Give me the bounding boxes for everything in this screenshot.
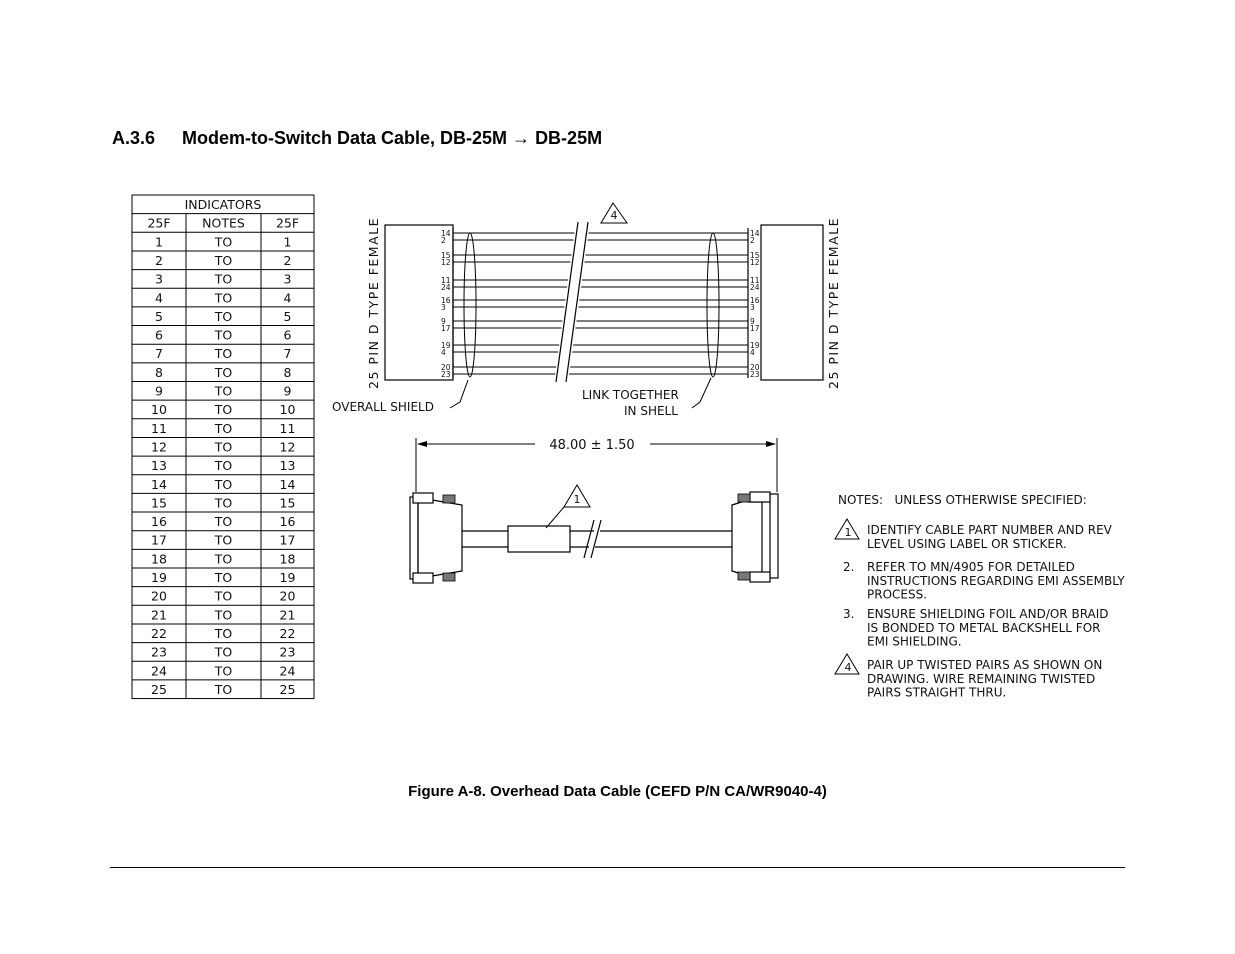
right-pin-number: 12 xyxy=(750,258,760,267)
table-cell: 16 xyxy=(279,514,296,530)
table-cell: 11 xyxy=(151,420,167,436)
table-cell: 25 xyxy=(279,681,296,697)
left-connector-label: 25 PIN D TYPE FEMALE xyxy=(366,217,381,389)
table-cell: TO xyxy=(214,607,233,623)
left-pin-number: 24 xyxy=(441,283,451,292)
table-cell: TO xyxy=(214,551,233,567)
table-cell: 24 xyxy=(151,663,167,679)
right-pin-number: 11 xyxy=(750,276,760,285)
table-cell: TO xyxy=(214,420,233,436)
table-cell: 23 xyxy=(279,644,296,660)
table-title: INDICATORS xyxy=(184,197,262,212)
right-pin-number: 17 xyxy=(750,324,760,333)
dimension-value: 48.00 ± 1.50 xyxy=(549,438,635,453)
table-cell: 19 xyxy=(279,570,296,585)
right-pin-number: 16 xyxy=(750,296,760,305)
table-cell: TO xyxy=(214,681,233,697)
table-cell: 13 xyxy=(151,458,167,474)
table-cell: TO xyxy=(214,514,233,530)
indicators-table-text xyxy=(147,197,299,697)
table-cell: TO xyxy=(214,364,233,380)
table-cell: 5 xyxy=(155,308,163,324)
table-cell: 3 xyxy=(283,271,292,287)
table-cell: 12 xyxy=(151,439,167,455)
table-cell: TO xyxy=(214,271,233,287)
in-shell-label: IN SHELL xyxy=(624,404,678,418)
table-cell: 15 xyxy=(279,495,296,511)
link-together-label: LINK TOGETHER xyxy=(582,388,679,402)
note-line: EMI SHIELDING. xyxy=(867,634,962,649)
note-line: INSTRUCTIONS REGARDING EMI ASSEMBLY xyxy=(867,573,1125,588)
table-cell: TO xyxy=(214,495,233,511)
table-cell: 11 xyxy=(279,420,296,436)
table-cell: 17 xyxy=(151,532,167,548)
right-pin-labels xyxy=(750,229,760,379)
table-cell: 10 xyxy=(279,402,296,418)
left-pin-number: 20 xyxy=(441,363,451,372)
table-cell: TO xyxy=(214,570,233,585)
table-cell: 18 xyxy=(279,551,296,567)
section-title-end: DB-25M xyxy=(535,128,603,148)
table-cell: 7 xyxy=(283,346,292,362)
left-pin-number: 4 xyxy=(441,348,446,357)
table-cell: 10 xyxy=(151,402,167,418)
figure-caption: Figure A-8. Overhead Data Cable (CEFD P/N CA/WR9040-4) xyxy=(408,783,827,800)
note-marker: 2. xyxy=(843,560,855,574)
left-pin-number: 19 xyxy=(441,341,451,350)
table-cell: TO xyxy=(214,383,233,399)
notes-header: NOTES: UNLESS OTHERWISE SPECIFIED: xyxy=(838,493,1087,507)
table-cell: 19 xyxy=(151,570,167,585)
table-cell: TO xyxy=(214,532,233,548)
table-cell: 12 xyxy=(279,439,296,455)
table-cell: 9 xyxy=(283,383,292,399)
note-line: IDENTIFY CABLE PART NUMBER AND REV xyxy=(867,523,1112,537)
right-pin-number: 3 xyxy=(750,303,755,312)
note-1-marker-cable: 1 xyxy=(573,493,581,506)
table-cell: TO xyxy=(214,308,233,324)
table-cell: 1 xyxy=(155,234,163,250)
table-cell: 8 xyxy=(155,364,163,380)
note-line: ENSURE SHIELDING FOIL AND/OR BRAID xyxy=(867,607,1109,621)
table-cell: 25 xyxy=(151,681,167,697)
right-connector-label: 25 PIN D TYPE FEMALE xyxy=(826,217,841,389)
table-cell: 4 xyxy=(283,290,292,306)
right-pin-number: 9 xyxy=(750,317,755,326)
note-line: PROCESS. xyxy=(867,587,928,602)
table-cell: 14 xyxy=(279,476,296,492)
table-header: NOTES xyxy=(202,215,245,231)
left-pin-number: 14 xyxy=(441,229,451,238)
table-cell: 23 xyxy=(151,644,167,660)
table-cell: 15 xyxy=(151,495,167,511)
right-pin-number: 20 xyxy=(750,363,760,372)
left-pin-number: 2 xyxy=(441,236,446,245)
table-cell: 21 xyxy=(279,607,296,623)
left-pin-number: 15 xyxy=(441,251,451,260)
table-header: 25F xyxy=(275,215,300,231)
section-title: Modem-to-Switch Data Cable, DB-25M xyxy=(182,128,508,148)
table-cell: 17 xyxy=(279,532,296,548)
table-cell: TO xyxy=(214,402,233,418)
left-pin-number: 9 xyxy=(441,317,446,326)
overall-shield-label: OVERALL SHIELD xyxy=(332,400,434,414)
table-cell: 13 xyxy=(279,458,296,474)
table-cell: TO xyxy=(214,476,233,492)
note-line: DRAWING. WIRE REMAINING TWISTED xyxy=(867,671,1096,686)
right-pin-number: 24 xyxy=(750,283,760,292)
table-cell: 9 xyxy=(155,383,163,399)
table-cell: 7 xyxy=(155,346,163,362)
right-connector xyxy=(761,225,823,380)
table-cell: TO xyxy=(214,625,233,641)
notes-list xyxy=(835,519,1125,700)
left-pin-number: 11 xyxy=(441,276,451,285)
left-pin-number: 3 xyxy=(441,303,446,312)
left-pin-number: 12 xyxy=(441,258,451,267)
note-marker: 4 xyxy=(844,661,852,674)
table-cell: 14 xyxy=(151,476,167,492)
table-cell: 22 xyxy=(279,625,296,641)
left-pin-labels xyxy=(441,229,451,379)
table-cell: 3 xyxy=(155,271,163,287)
table-cell: 2 xyxy=(155,252,163,268)
table-cell: TO xyxy=(214,234,233,250)
table-cell: TO xyxy=(214,327,233,343)
table-cell: TO xyxy=(214,588,233,604)
table-cell: 22 xyxy=(151,625,167,641)
table-cell: 4 xyxy=(155,290,163,306)
table-cell: 18 xyxy=(151,551,167,567)
table-cell: 20 xyxy=(279,588,296,604)
note-4-marker-top: 4 xyxy=(610,209,618,222)
left-pin-number: 23 xyxy=(441,370,451,379)
note-line: LEVEL USING LABEL OR STICKER. xyxy=(867,536,1067,551)
table-cell: 2 xyxy=(283,252,292,268)
table-header: 25F xyxy=(147,215,171,231)
note-line: REFER TO MN/4905 FOR DETAILED xyxy=(867,560,1075,574)
table-cell: TO xyxy=(214,644,233,660)
right-pin-number: 2 xyxy=(750,236,755,245)
table-cell: TO xyxy=(214,458,233,474)
table-cell: 1 xyxy=(283,234,292,250)
table-cell: 21 xyxy=(151,607,167,623)
table-cell: 5 xyxy=(283,308,292,324)
table-cell: 8 xyxy=(283,364,292,380)
right-pin-number: 4 xyxy=(750,348,755,357)
right-pin-number: 19 xyxy=(750,341,760,350)
table-cell: 16 xyxy=(151,514,167,530)
footer-rule xyxy=(110,867,1125,868)
table-cell: TO xyxy=(214,252,233,268)
left-pin-number: 16 xyxy=(441,296,451,305)
note-marker: 3. xyxy=(843,607,855,621)
table-cell: 24 xyxy=(279,663,296,679)
table-cell: TO xyxy=(214,439,233,455)
note-marker: 1 xyxy=(844,526,852,539)
table-cell: 6 xyxy=(283,327,292,343)
note-line: PAIR UP TWISTED PAIRS AS SHOWN ON xyxy=(867,658,1103,672)
cable-assembly xyxy=(410,485,778,583)
right-pin-number: 14 xyxy=(750,229,760,238)
right-pin-number: 15 xyxy=(750,251,760,260)
table-cell: 20 xyxy=(151,588,167,604)
table-cell: 6 xyxy=(155,327,163,343)
left-pin-number: 17 xyxy=(441,324,451,333)
arrow-icon: → xyxy=(512,128,531,148)
section-number: A.3.6 xyxy=(112,128,156,148)
right-pin-number: 23 xyxy=(750,370,760,379)
note-line: IS BONDED TO METAL BACKSHELL FOR xyxy=(867,620,1101,635)
note-line: PAIRS STRAIGHT THRU. xyxy=(867,685,1007,700)
table-cell: TO xyxy=(214,290,233,306)
table-cell: TO xyxy=(214,346,233,362)
table-cell: TO xyxy=(214,663,233,679)
